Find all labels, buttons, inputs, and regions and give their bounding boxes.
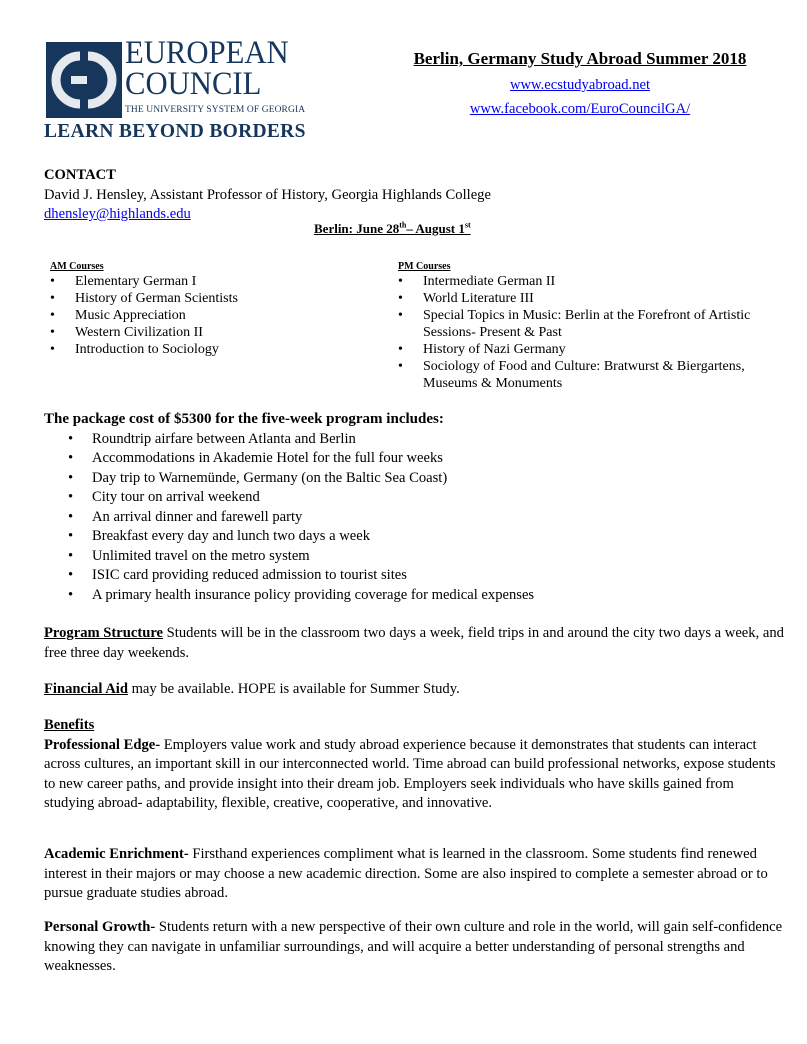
benefit-label: Professional Edge-: [44, 736, 161, 753]
contact-email-link[interactable]: dhensley@highlands.edu: [44, 206, 191, 222]
package-heading: The package cost of $5300 for the five-week program includes:: [44, 411, 444, 427]
list-item: • Day trip to Warnemünde, Germany (on the Baltic Sea Coast): [44, 469, 784, 489]
list-item: • History of German Scientists: [50, 290, 238, 307]
am-courses-heading: AM Courses: [50, 261, 104, 272]
list-item: • Sociology of Food and Culture: Bratwurst & Biergartens, Museums & Monuments: [398, 358, 778, 392]
website-link[interactable]: www.ecstudyabroad.net: [509, 77, 651, 93]
list-item: • Unlimited travel on the metro system: [44, 547, 784, 567]
document-header: [370, 48, 790, 118]
list-item: • ISIC card providing reduced admission to tourist sites: [44, 566, 784, 586]
list-item: • Introduction to Sociology: [50, 341, 238, 358]
list-item: • Music Appreciation: [50, 307, 238, 324]
benefits-section: [44, 716, 784, 814]
program-structure-label: Program Structure: [44, 625, 164, 641]
financial-aid-text: may be available. HOPE is available for Summer Study.: [127, 681, 460, 697]
list-item: • An arrival dinner and farewell party: [44, 508, 784, 528]
contact-person: David J. Hensley, Assistant Professor of History, Georgia Highlands College: [44, 186, 491, 203]
dates-start: Berlin: June 28: [314, 221, 400, 236]
list-item: • City tour on arrival weekend: [44, 488, 784, 508]
european-council-logo: [44, 35, 306, 142]
contact-label: CONTACT: [44, 167, 116, 183]
list-item: • Accommodations in Akademie Hotel for the full four weeks: [44, 449, 784, 469]
benefit-text: Students return with a new perspective of their own culture and role in the world, will gain self-confidence knowing they can navigate in unfamiliar surroundings, and will acquire a better understanding of personal strengths and weaknesses.: [44, 919, 783, 974]
document-title: Berlin, Germany Study Abroad Summer 2018: [413, 49, 747, 68]
financial-aid-section: [44, 680, 784, 700]
list-item: • Special Topics in Music: Berlin at the Forefront of Artistic Sessions- Present & Past: [398, 307, 778, 341]
am-courses: [50, 261, 238, 358]
benefit-personal-growth: [44, 918, 784, 977]
list-item: • Western Civilization II: [50, 324, 238, 341]
pm-courses-heading: PM Courses: [398, 261, 451, 272]
program-dates: [314, 219, 471, 239]
list-item: • Breakfast every day and lunch two days a week: [44, 527, 784, 547]
dates-end-suffix: st: [464, 220, 471, 230]
dates-start-suffix: th: [399, 220, 407, 230]
list-item: • History of Nazi Germany: [398, 341, 778, 358]
benefit-text: Employers value work and study abroad experience because it demonstrates that students can interact across cultures, an important skill in our interconnected world. Time abroad can build professional networks, expose students to new career paths, and provide insight into their dream job. Employers seek individuals who have skills gained from studying abroad- adaptability, flexible, creative, cooperative, and innovative.: [44, 736, 776, 811]
list-item: • Roundtrip airfare between Atlanta and Berlin: [44, 430, 784, 450]
pm-courses: [398, 261, 778, 392]
benefits-heading: Benefits: [44, 717, 95, 733]
benefit-label: Personal Growth-: [44, 919, 156, 935]
program-structure-section: [44, 624, 784, 663]
contact-section: [44, 166, 491, 225]
package-list: [44, 430, 784, 606]
financial-aid-label: Financial Aid: [44, 681, 128, 697]
am-course-list: [50, 273, 238, 358]
list-item: • Elementary German I: [50, 273, 238, 290]
logo-word-council: COUNCIL: [125, 66, 262, 102]
list-item: • A primary health insurance policy providing coverage for medical expenses: [44, 586, 784, 606]
logo-emblem-icon: [46, 42, 122, 118]
logo-word-european: EUROPEAN: [125, 35, 289, 71]
benefit-academic-enrichment: [44, 845, 784, 904]
dates-end: – August 1: [406, 221, 465, 236]
facebook-link[interactable]: www.facebook.com/EuroCouncilGA/: [469, 101, 691, 117]
logo-tagline: LEARN BEYOND BORDERS: [44, 121, 306, 142]
package-section: [44, 410, 784, 605]
program-structure-text: Students will be in the classroom two days a week, field trips in and around the city two days a week, and free three day weekends.: [44, 625, 784, 661]
list-item: • Intermediate German II: [398, 273, 778, 290]
benefit-label: Academic Enrichment-: [44, 846, 189, 862]
benefit-professional-edge: [44, 736, 784, 814]
logo-subtitle: THE UNIVERSITY SYSTEM OF GEORGIA: [125, 105, 306, 115]
benefit-text: Firsthand experiences compliment what is learned in the classroom. Some students find renewed interest in their majors or may choose a new academic direction. Some are also inspired to complete a semester abroad or to pursue graduate studies abroad.: [44, 846, 768, 901]
pm-course-list: [398, 273, 778, 392]
list-item: • World Literature III: [398, 290, 778, 307]
